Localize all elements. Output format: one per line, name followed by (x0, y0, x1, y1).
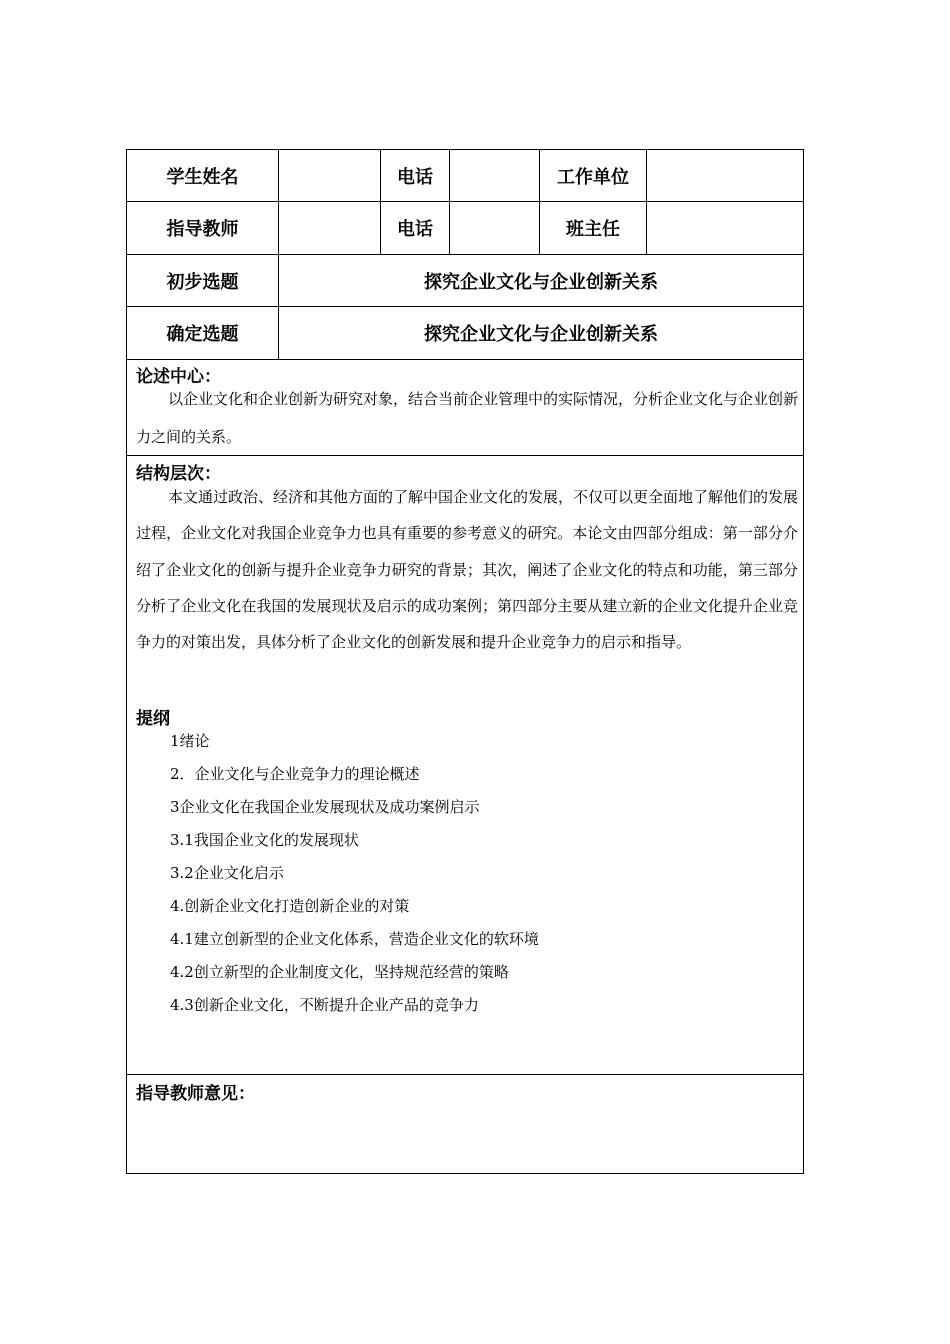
head-teacher-label-cell (540, 202, 647, 254)
work-unit-label-cell (540, 150, 647, 201)
student-name-label-cell (127, 150, 279, 201)
thesis-center-title: 论述中心： (136, 367, 221, 387)
preliminary-topic-row (127, 255, 803, 307)
advisor-opinion-title: 指导教师意见： (136, 1084, 255, 1104)
advisor-label-cell (127, 202, 279, 254)
student-name-value-cell (279, 150, 381, 201)
advisor-value-cell (279, 202, 381, 254)
outline-item: 4.1建立创新型的企业文化体系，营造企业文化的软环境 (170, 930, 539, 948)
confirmed-topic-label-cell (127, 307, 279, 359)
work-unit-value-cell (647, 150, 803, 201)
phone-label-cell (381, 150, 450, 201)
structure-text: 本文通过政治、经济和其他方面的了解中国企业文化的发展，不仅可以更全面地了解他们的发展过程，企业文化对我国企业竞争力也具有重要的参考意义的研究。本论文由四部分组成：第一部分介绍了企业文化的创新与提升企业竞争力研究的背景；其次，阐述了企业文化的特点和功能，第三部分分析了企业文化在我国的发展现状及启示的成功案例；第四部分主要从建立新的企业文化提升企业竞争力的对策出发，具体分析了企业文化的创新发展和提升企业竞争力的启示和指导。 (136, 488, 799, 652)
outline-item: 4.创新企业文化打造创新企业的对策 (170, 897, 410, 915)
head-teacher-label: 班主任 (566, 219, 620, 240)
student-name-label: 学生姓名 (166, 166, 239, 188)
advisor-label: 指导教师 (166, 219, 239, 240)
phone-label: 电话 (397, 166, 433, 188)
advisor-phone-value-cell (450, 202, 540, 254)
thesis-center-section (127, 360, 803, 456)
confirmed-topic-value: 探究企业文化与企业创新关系 (424, 324, 658, 345)
info-row-advisor (127, 202, 803, 255)
phone-value-cell (450, 150, 540, 201)
info-row-student (127, 150, 803, 202)
head-teacher-value-cell (647, 202, 803, 254)
advisor-phone-label: 电话 (397, 219, 433, 240)
proposal-form (126, 149, 804, 1174)
preliminary-topic-label-cell (127, 255, 279, 306)
preliminary-topic-value-cell (279, 255, 803, 306)
outline-item: 4.3创新企业文化，不断提升企业产品的竞争力 (170, 996, 479, 1014)
outline-item: 3.1我国企业文化的发展现状 (170, 831, 359, 849)
structure-outline-section (127, 456, 803, 1075)
confirmed-topic-row (127, 307, 803, 360)
confirmed-topic-value-cell (279, 307, 803, 359)
work-unit-label: 工作单位 (557, 166, 629, 188)
outline-item: 1绪论 (170, 732, 210, 750)
outline-item: 3企业文化在我国企业发展现状及成功案例启示 (170, 798, 480, 816)
preliminary-topic-value: 探究企业文化与企业创新关系 (424, 271, 658, 293)
advisor-phone-label-cell (381, 202, 450, 254)
structure-title: 结构层次： (136, 464, 221, 484)
thesis-center-text: 以企业文化和企业创新为研究对象，结合当前企业管理中的实际情况，分析企业文化与企业创新力之间的关系。 (136, 390, 799, 446)
outline-title: 提纲 (136, 709, 170, 729)
confirmed-topic-label: 确定选题 (166, 324, 239, 345)
preliminary-topic-label: 初步选题 (166, 271, 239, 293)
outline-item: 2．企业文化与企业竞争力的理论概述 (170, 765, 420, 783)
advisor-opinion-section (127, 1075, 803, 1173)
outline-item: 4.2创立新型的企业制度文化，坚持规范经营的策略 (170, 963, 509, 981)
outline-item: 3.2企业文化启示 (170, 864, 284, 882)
